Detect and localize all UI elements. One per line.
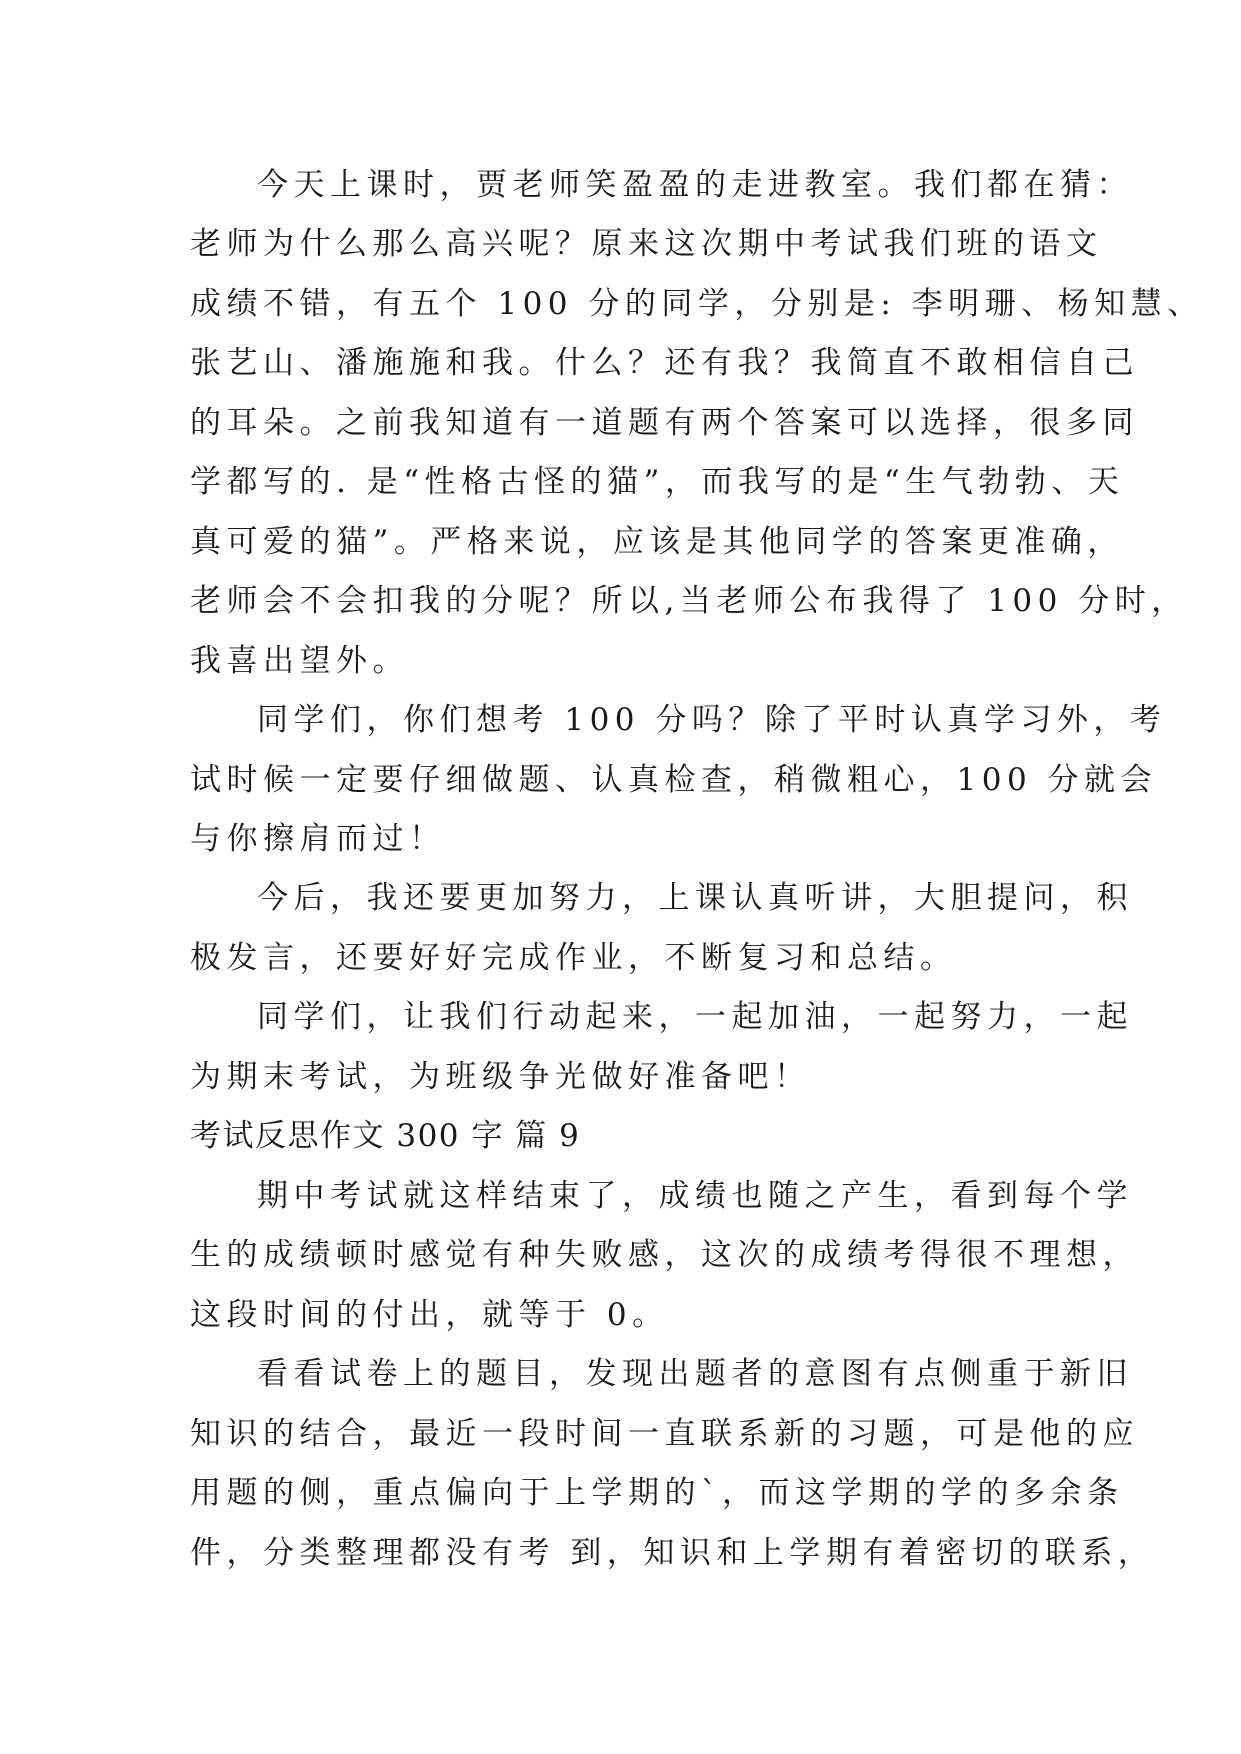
paragraph-1-line-2: 老师为什么那么高兴呢？原来这次期中考试我们班的语文 [190,226,1103,262]
paragraph-6-line-1: 看看试卷上的题目，发现出题者的意图有点侧重于新旧 [257,1356,1133,1392]
paragraph-1-line-5: 的耳朵。之前我知道有一道题有两个答案可以选择，很多同 [190,405,1139,441]
paragraph-2-line-3: 与你擦肩而过！ [190,821,446,857]
paragraph-1-line-8: 老师会不会扣我的分呢？所以,当老师公布我得了 100 分时， [190,583,1188,619]
paragraph-1-line-1: 今天上课时，贾老师笑盈盈的走进教室。我们都在猜： [257,167,1133,203]
paragraph-6-line-2: 知识的结合，最近一段时间一直联系新的习题，可是他的应 [190,1416,1139,1452]
paragraph-6-line-3: 用题的侧，重点偏向于上学期的`，而这学期的学的多余条 [190,1475,1124,1511]
section-heading: 考试反思作文 300 字 篇 9 [190,1118,581,1154]
paragraph-2-line-2: 试时候一定要仔细做题、认真检查，稍微粗心，100 分就会 [190,762,1158,798]
paragraph-3-line-2: 极发言，还要好好完成作业，不断复习和总结。 [190,940,957,976]
paragraph-2-line-1: 同学们，你们想考 100 分吗？除了平时认真学习外，考 [257,702,1167,738]
paragraph-1-line-4: 张艺山、潘施施和我。什么？还有我？我简直不敢相信自己 [190,345,1139,381]
paragraph-1-line-9: 我喜出望外。 [190,643,409,679]
paragraph-1-line-3: 成绩不错，有五个 100 分的同学，分别是: 李明珊、杨知慧、 [190,286,1204,322]
paragraph-5-line-1: 期中考试就这样结束了，成绩也随之产生，看到每个学 [257,1178,1133,1214]
paragraph-5-line-3: 这段时间的付出，就等于 0。 [190,1297,669,1333]
paragraph-1-line-6: 学都写的. 是“性格古怪的猫”，而我写的是“生气勃勃、天 [190,464,1125,500]
paragraph-1-line-7: 真可爱的猫”。严格来说，应该是其他同学的答案更准确， [190,524,1124,560]
paragraph-4-line-2: 为期末考试，为班级争光做好准备吧！ [190,1059,811,1095]
paragraph-4-line-1: 同学们，让我们行动起来，一起加油，一起努力，一起 [257,999,1133,1035]
paragraph-3-line-1: 今后，我还要更加努力，上课认真听讲，大胆提问，积 [257,880,1133,916]
paragraph-5-line-2: 生的成绩顿时感觉有种失败感，这次的成绩考得很不理想， [190,1237,1139,1273]
paragraph-6-line-4: 件，分类整理都没有考 到，知识和上学期有着密切的联系， [190,1535,1155,1571]
